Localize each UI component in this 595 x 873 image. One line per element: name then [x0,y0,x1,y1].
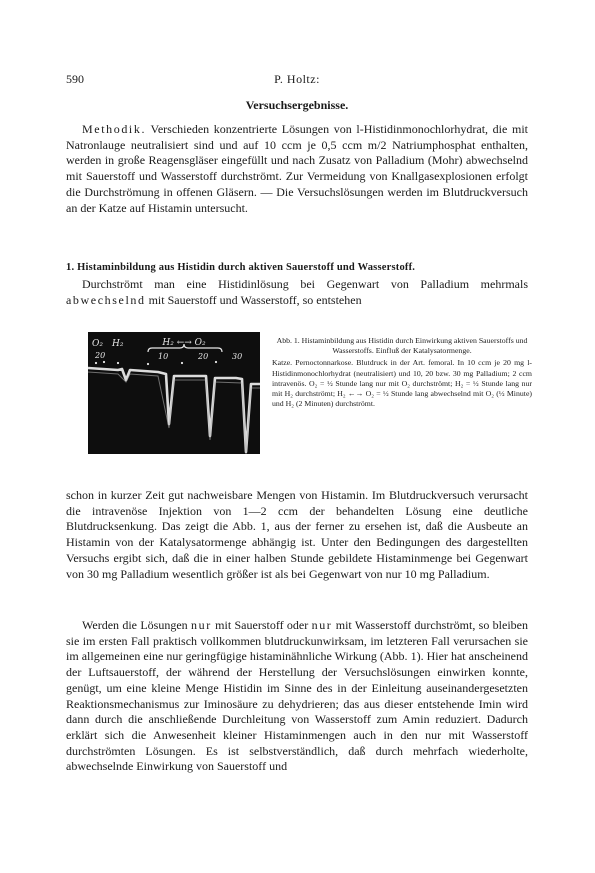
discussion-emphasis-2: nur [311,618,333,632]
discussion-emphasis-1: nur [191,618,212,632]
blood-pressure-figure [88,332,260,454]
paragraph-discussion [66,618,528,775]
methodik-lead: Methodik. [82,122,147,136]
paragraph-intro-text-b: mit Sauerstoff und Wasserstoff, so entstehen [145,292,362,307]
label-h2: H₂ [112,339,124,349]
discussion-text-a: Werden die Lösungen [82,618,192,632]
label-o2: O₂ [92,339,103,349]
subsection-title: 1. Histaminbildung aus Histidin durch aktiven Sauerstoff und Wasserstoff. [66,262,416,273]
caption-body: Katze. Pernoctonnarkose. Blutdruck in der Art. femoral. In 10 ccm je 20 mg l-Histidinmonochlorhydrat (neutralisiert) und 10, 20 bzw. 30 mg Palladium; 2 ccm intravenös. O₂ = ½ Stunde lang nur mit O₂ durchströmt; H₂ = ½ Stunde lang nur mit H₂ durchströmt; H₂ ←→ O₂ = ½ Stunde lang abwechselnd mit O₂ (½ Minute) und H₂ (2 Minuten) durchströmt. [272,358,532,409]
running-head-author: P. Holtz: [274,72,320,86]
methodik-text: Verschieden konzentrierte Lösungen von l-Histidinmonochlorhydrat, die mit Natronlauge neutralisiert sind und auf 10 ccm je 0,5 ccm m/2 Natriumphosphat enthalten, werden in große Reagensgläser eingefüllt und nach Zusatz von Palladium (Mohr) abwechselnd mit Sauerstoff und Wasserstoff durchströmt. Zur Vermeidung von Knallgasexplosionen erfolgt die Durchströmung in offenen Gläsern. — Die Versuchslösungen werden im Blutdruckversuch an der Katze auf Histamin untersucht. [66,122,528,215]
paragraph-intro-emphasis: abwechselnd [66,292,146,307]
label-dose-20b: 20 [198,352,209,361]
figure-caption [272,336,532,409]
page-number: 590 [66,72,84,86]
label-dose-20a: 20 [95,351,106,360]
section-title: Versuchsergebnisse. [245,98,349,112]
paragraph-intro [66,277,528,308]
discussion-text-c: mit Wasserstoff durchströmt, so bleiben sie im ersten Fall praktisch vollkommen blutdruckunwirksam, im letzteren Fall verursachen sie im allgemeinen eine nur geringfügige histaminähnliche Wirkung (Abb. 1). Hier hat anscheinend der Luftsauerstoff, der während der Herstellung der Versuchslösungen einwirken konnte, genügt, um eine kleine Menge Histidin im Sinne des in der Einleitung auseinandergesetzten Reaktionsmechanismus zur Iminosäure zu dehydrieren; das aus dieser entstehende Imin wird dann durch die anschließende Durchleitung von Wasserstoff zum Amin reduziert. Dadurch erklärt sich die Anwesenheit kleiner Histaminmengen auch in den nur mit Wasserstoff durchströmten Lösungen. Es ist selbstverständlich, daß durch mehrfach wiederholte, abwechselnde Einwirkung von Sauerstoff und [66,618,528,774]
label-dose-10: 10 [158,352,169,361]
methodik-paragraph [66,122,528,216]
caption-title: Abb. 1. Histaminbildung aus Histidin durch Einwirkung aktiven Sauerstoffs und Wasserstoffs. Einfluß der Katalysatormenge. [276,336,528,356]
label-h2-o2: H₂ ←→ O₂ [162,338,206,348]
label-dose-30: 30 [232,352,243,361]
kymograph-trace [88,332,260,454]
discussion-text-b: mit Sauerstoff oder [211,618,312,632]
paragraph-intro-text-a: Durchströmt man eine Histidinlösung bei Gegenwart von Palladium mehrmals [82,277,528,291]
paragraph-results: schon in kurzer Zeit gut nachweisbare Mengen von Histamin. Im Blutdruckversuch verursacht die intravenöse Injektion von 1—2 ccm der behandelten Lösung eine deutliche Blutdrucksenkung. Das zeigt die Abb. 1, aus der ferner zu ersehen ist, daß die Ausbeute an Histamin von der Katalysatormenge abhängig ist. Unter den Bedingungen des dargestellten Versuchs ergibt sich, daß die in einer halben Stunde gebildete Histaminmenge bei Gegenwart von 30 mg Palladium wesentlich größer ist als bei Gegenwart von nur 10 mg Palladium. [66,488,528,581]
running-header [66,72,528,88]
